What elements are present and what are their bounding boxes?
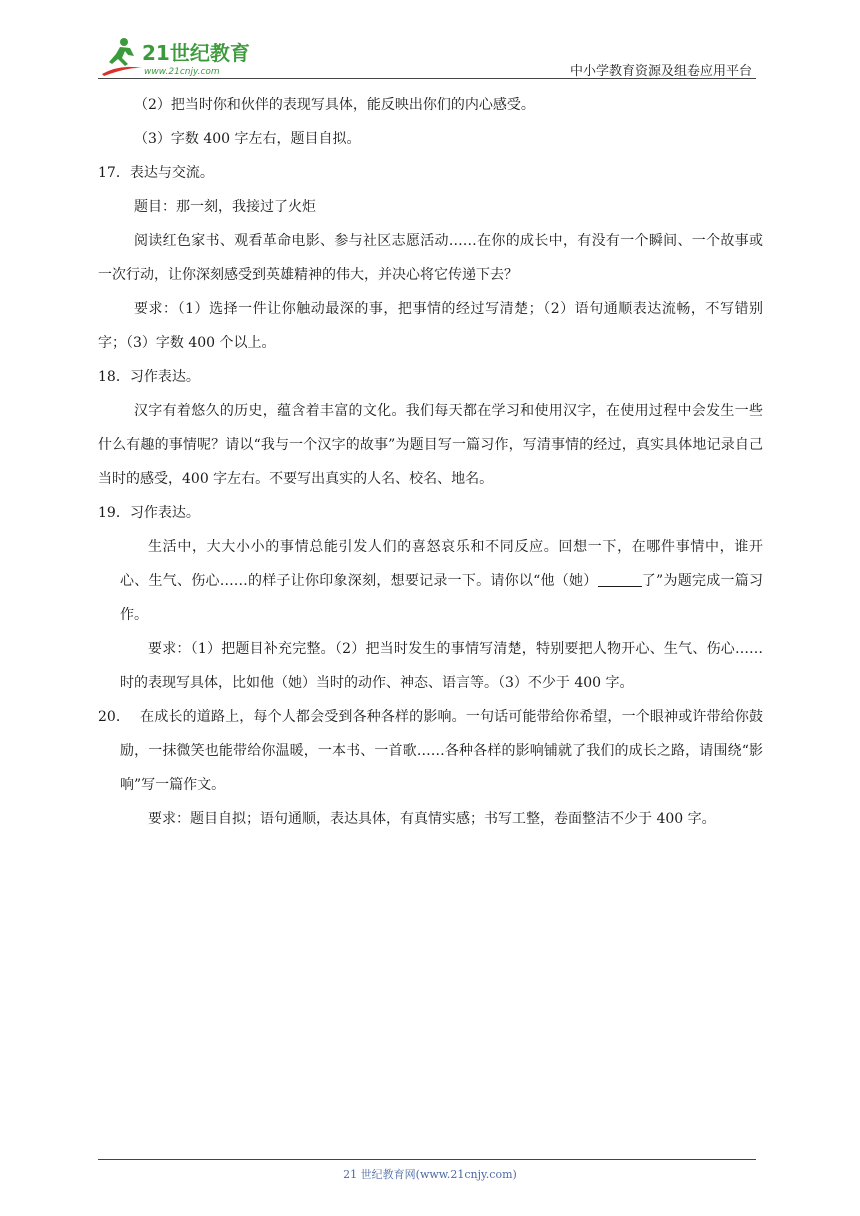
q17-body: 阅读红色家书、观看革命电影、参与社区志愿活动……在你的成长中，有没有一个瞬间、一个故事或一次行动，让你深刻感受到英雄精神的伟大，并决心将它传递下去？ bbox=[98, 233, 763, 283]
q17-requirements: 要求：（1）选择一件让你触动最深的事，把事情的经过写清楚；（2）语句通顺表达流畅，不写错别字；（3）字数 400 个以上。 bbox=[98, 301, 763, 351]
q20-body bbox=[98, 700, 763, 802]
q17-topic: 题目：那一刻，我接过了火炬 bbox=[134, 199, 316, 215]
q18-body: 汉字有着悠久的历史，蕴含着丰富的文化。我们每天都在学习和使用汉字，在使用过程中会发生一些什么有趣的事情呢？请以“我与一个汉字的故事”为题目写一篇习作，写清事情的经过，真实具体地记录自己当时的感受，400 字左右。不要写出真实的人名、校名、地名。 bbox=[98, 403, 763, 487]
q16-requirement-2: （2）把当时你和伙伴的表现写具体，能反映出你们的内心感受。 bbox=[134, 97, 535, 113]
q16-requirement-3: （3）字数 400 字左右，题目自拟。 bbox=[134, 131, 361, 147]
q19-requirements: 要求：（1）把题目补充完整。（2）把当时发生的事情写清楚，特别要把人物开心、生气、伤心……时的表现写具体，比如他（她）当时的动作、神态、语言等。（3）不少于 400 字。 bbox=[120, 641, 763, 691]
footer-divider bbox=[98, 1159, 756, 1160]
q20-text: 在成长的道路上，每个人都会受到各种各样的影响。一句话可能带给你希望，一个眼神或许带给你鼓励，一抹微笑也能带给你温暖，一本书、一首歌……各种各样的影响铺就了我们的成长之路，请围绕“影响”写一篇作文。 bbox=[120, 709, 763, 793]
header-divider bbox=[98, 78, 756, 79]
q19-body-part-b: 了”为题完成一篇习作。 bbox=[120, 573, 763, 623]
fill-in-blank bbox=[598, 572, 642, 587]
document-body bbox=[98, 88, 763, 836]
q17-title: 17．表达与交流。 bbox=[98, 165, 214, 181]
q19-body bbox=[98, 530, 763, 632]
q18-title: 18．习作表达。 bbox=[98, 369, 200, 385]
logo-text: 21世纪教育 bbox=[142, 41, 250, 65]
page-header bbox=[98, 28, 756, 78]
site-name: 中小学教育资源及组卷应用平台 bbox=[569, 64, 752, 79]
q20-requirements: 要求：题目自拟；语句通顺，表达具体，有真情实感；书写工整，卷面整洁不少于 400 字。 bbox=[148, 811, 716, 827]
logo-21cnjy bbox=[98, 34, 258, 78]
runner-icon bbox=[102, 38, 142, 76]
page-footer: 21 世纪教育网(www.21cnjy.com) bbox=[343, 1168, 517, 1181]
logo-url: www.21cnjy.com bbox=[144, 67, 220, 77]
q19-body-part-a: 生活中，大大小小的事情总能引发人们的喜怒哀乐和不同反应。回想一下，在哪件事情中，谁开心、生气、伤心……的样子让你印象深刻，想要记录一下。请你以“他（她） bbox=[120, 539, 763, 589]
q19-title: 19．习作表达。 bbox=[98, 505, 200, 521]
q20-number: 20． bbox=[98, 709, 130, 725]
